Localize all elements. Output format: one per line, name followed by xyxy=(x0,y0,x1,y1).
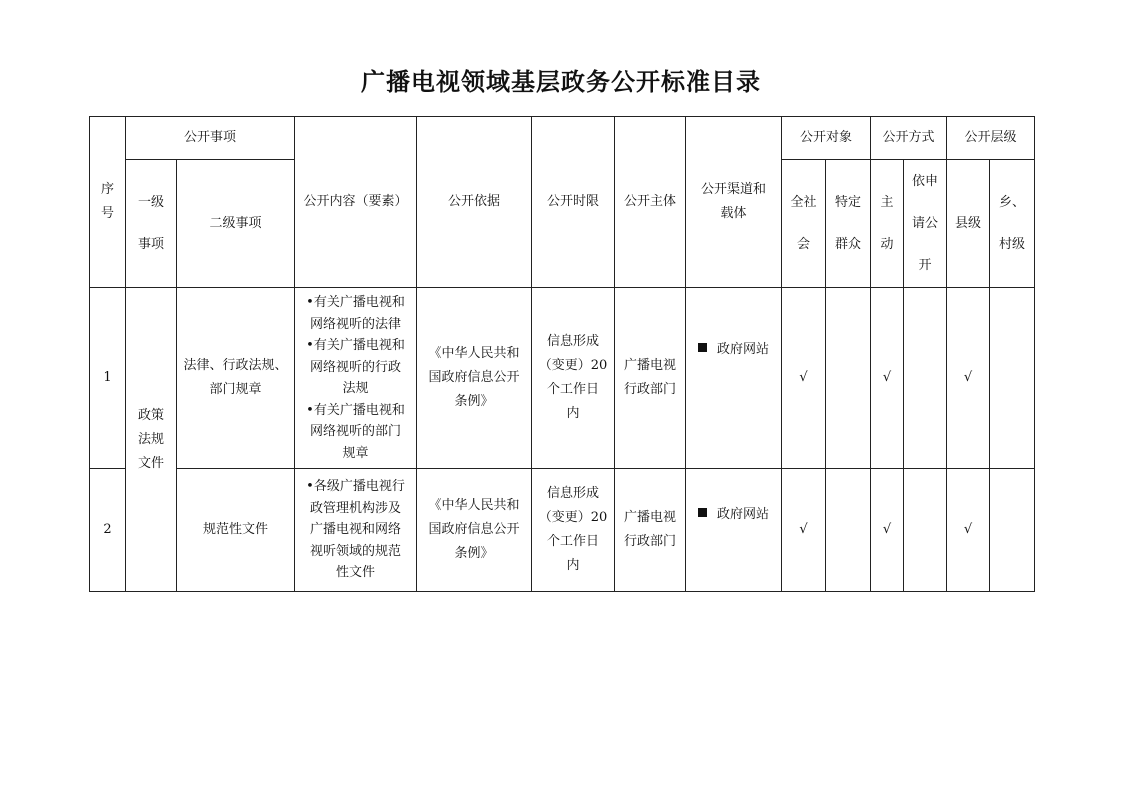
header-method: 公开方式 xyxy=(871,117,947,160)
header-level2: 二级事项 xyxy=(177,160,295,288)
header-time-limit: 公开时限 xyxy=(532,117,615,288)
header-public-item: 公开事项 xyxy=(126,117,295,160)
level2-item: 规范性文件 xyxy=(177,469,295,592)
time-limit-cell: 信息形成 （变更）20 个工作日 内 xyxy=(532,469,615,592)
time-limit-cell: 信息形成 （变更）20 个工作日 内 xyxy=(532,288,615,469)
content-cell: •各级广播电视行 政管理机构涉及 广播电视和网络 视听领域的规范 性文件 xyxy=(295,469,417,592)
header-method-active: 主 动 xyxy=(871,160,904,288)
header-audience-specific: 特定 群众 xyxy=(826,160,871,288)
row-seq: 2 xyxy=(90,469,126,592)
subject-cell: 广播电视 行政部门 xyxy=(615,288,686,469)
level2-item: 法律、行政法规、 部门规章 xyxy=(177,288,295,469)
content-cell: •有关广播电视和 网络视听的法律 •有关广播电视和 网络视听的行政 法规 •有关广播电视和 网络视听的部门 规章 xyxy=(295,288,417,469)
header-content: 公开内容（要素） xyxy=(295,117,417,288)
check-method-active: √ xyxy=(871,288,904,469)
header-level-township: 乡、 村级 xyxy=(990,160,1035,288)
disclosure-catalog-table xyxy=(89,116,1035,592)
check-audience-all: √ xyxy=(782,288,826,469)
check-level-township xyxy=(990,469,1035,592)
header-audience: 公开对象 xyxy=(782,117,871,160)
header-method-request: 依申 请公 开 xyxy=(904,160,947,288)
check-level-county: √ xyxy=(947,288,990,469)
header-audience-all: 全社 会 xyxy=(782,160,826,288)
document-title: 广播电视领域基层政务公开标准目录 xyxy=(361,67,761,96)
check-method-active: √ xyxy=(871,469,904,592)
header-level1: 一级 事项 xyxy=(126,160,177,288)
header-seq: 序 号 xyxy=(90,117,126,288)
level1-item: 政策 法规 文件 xyxy=(126,288,177,592)
header-basis: 公开依据 xyxy=(417,117,532,288)
header-row-top xyxy=(90,117,1035,160)
table-row xyxy=(90,288,1035,469)
check-method-request xyxy=(904,288,947,469)
header-channel: 公开渠道和 载体 xyxy=(686,117,782,288)
basis-cell: 《中华人民共和 国政府信息公开 条例》 xyxy=(417,469,532,592)
filled-square-icon xyxy=(698,508,707,517)
check-audience-all: √ xyxy=(782,469,826,592)
header-level: 公开层级 xyxy=(947,117,1035,160)
table-row xyxy=(90,469,1035,592)
header-level-county: 县级 xyxy=(947,160,990,288)
filled-square-icon xyxy=(698,343,707,352)
check-audience-specific xyxy=(826,469,871,592)
subject-cell: 广播电视 行政部门 xyxy=(615,469,686,592)
check-method-request xyxy=(904,469,947,592)
header-subject: 公开主体 xyxy=(615,117,686,288)
check-level-county: √ xyxy=(947,469,990,592)
row-seq: 1 xyxy=(90,288,126,469)
basis-cell: 《中华人民共和 国政府信息公开 条例》 xyxy=(417,288,532,469)
channel-cell: 政府网站 xyxy=(686,469,782,592)
channel-cell: 政府网站 xyxy=(686,288,782,469)
check-audience-specific xyxy=(826,288,871,469)
check-level-township xyxy=(990,288,1035,469)
